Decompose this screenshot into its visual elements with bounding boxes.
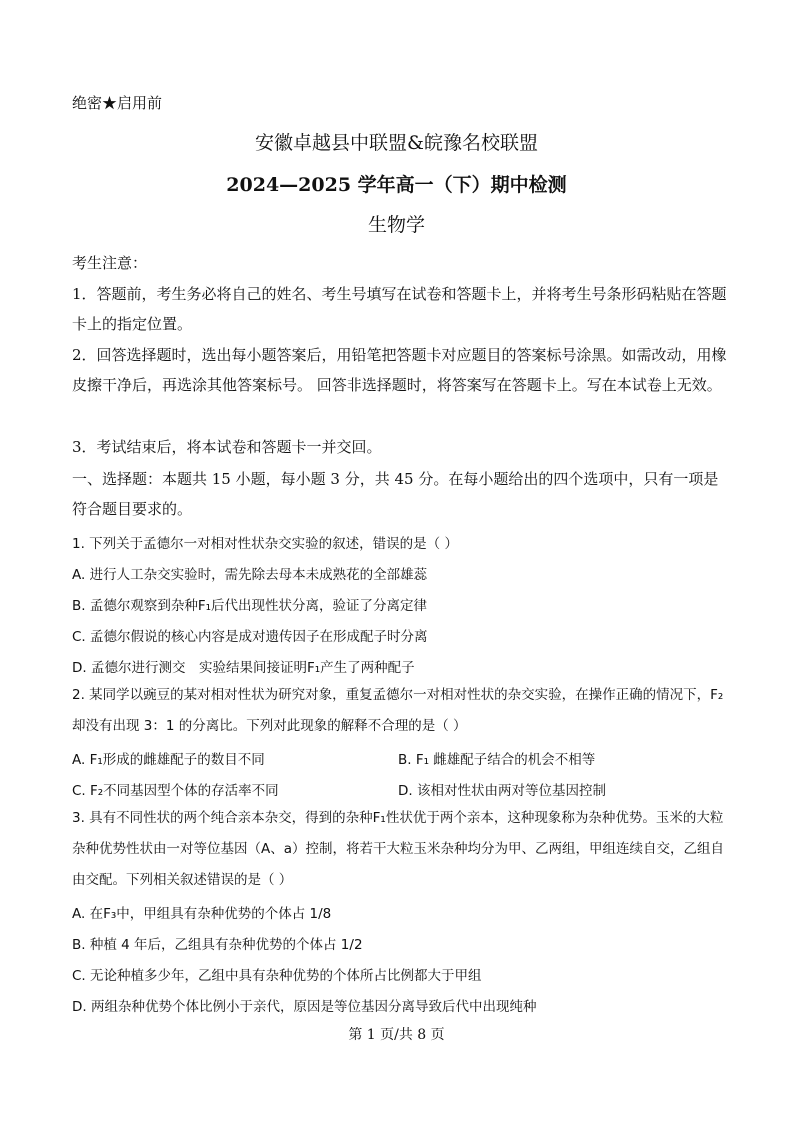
question-1-option-b: B. 孟德尔观察到杂种F₁后代出现性状分离，验证了分离定律: [72, 598, 428, 614]
confidential-label: 绝密★启用前: [72, 94, 163, 112]
page-number: 第 1 页/共 8 页: [348, 1027, 445, 1043]
question-1-stem: 1. 下列关于孟德尔一对相对性状杂交实验的叙述，错误的是（ ）: [72, 536, 458, 552]
question-1-option-a: A. 进行人工杂交实验时，需先除去母本未成熟花的全部雄蕊: [72, 567, 428, 583]
question-3-option-b: B. 种植 4 年后，乙组具有杂种优势的个体占 1/2: [72, 937, 363, 953]
subject-title: 生物学: [367, 214, 425, 236]
exam-alliance-title: 安徽卓越县中联盟&皖豫名校联盟: [255, 132, 538, 154]
notice-heading: 考生注意：: [72, 254, 148, 272]
notice-item-2: 2．回答选择题时，选出每小题答案后，用铅笔把答题卡对应题目的答案标号涂黑。如需改动，用橡皮擦干净后，再选涂其他答案标号。 回答非选择题时，将答案写在答题卡上。写在本试卷上无效。: [72, 346, 727, 394]
notice-item-1: 1．答题前，考生务必将自己的姓名、考生号填写在试卷和答题卡上，并将考生号条形码粘贴在答题卡上的指定位置。: [72, 285, 727, 333]
question-3-option-d: D. 两组杂种优势个体比例小于亲代，原因是等位基因分离导致后代中出现纯种: [72, 999, 537, 1015]
question-2-option-a: A. F₁形成的雌雄配子的数目不同: [72, 752, 265, 768]
question-3-option-a: A. 在F₃中，甲组具有杂种优势的个体占 1/8: [72, 906, 332, 922]
exam-term-title: 2024—2025 学年高一（下）期中检测: [226, 174, 567, 196]
question-2-option-c: C. F₂不同基因型个体的存活率不同: [72, 783, 279, 799]
question-1-option-c: C. 孟德尔假说的核心内容是成对遗传因子在形成配子时分离: [72, 629, 428, 645]
question-1-option-d: D. 孟德尔进行测交 实验结果间接证明F₁产生了两种配子: [72, 660, 415, 676]
question-2-stem: 2. 某同学以豌豆的某对相对性状为研究对象，重复孟德尔一对相对性状的杂交实验，在操作正确的情况下，F₂却没有出现 3：1 的分离比。下列对此现象的解释不合理的是（ ）: [72, 687, 724, 734]
question-2-option-b: B. F₁ 雌雄配子结合的机会不相等: [398, 752, 596, 768]
question-3-option-c: C. 无论种植多少年，乙组中具有杂种优势的个体所占比例都大于甲组: [72, 968, 482, 984]
notice-item-3: 3．考试结束后，将本试卷和答题卡一并交回。: [72, 438, 382, 456]
question-3-stem: 3. 具有不同性状的两个纯合亲本杂交，得到的杂种F₁性状优于两个亲本，这种现象称为杂种优势。玉米的大粒杂种优势性状由一对等位基因（A、a）控制，将若干大粒玉米杂种均分为甲、乙两组，甲组连续自交，乙组自由交配。下列相关叙述错误的是（ ）: [72, 810, 725, 888]
section-1-instructions: 一、选择题：本题共 15 小题，每小题 3 分，共 45 分。在每小题给出的四个选项中，只有一项是符合题目要求的。: [72, 470, 719, 518]
question-2-option-d: D. 该相对性状由两对等位基因控制: [398, 783, 606, 799]
